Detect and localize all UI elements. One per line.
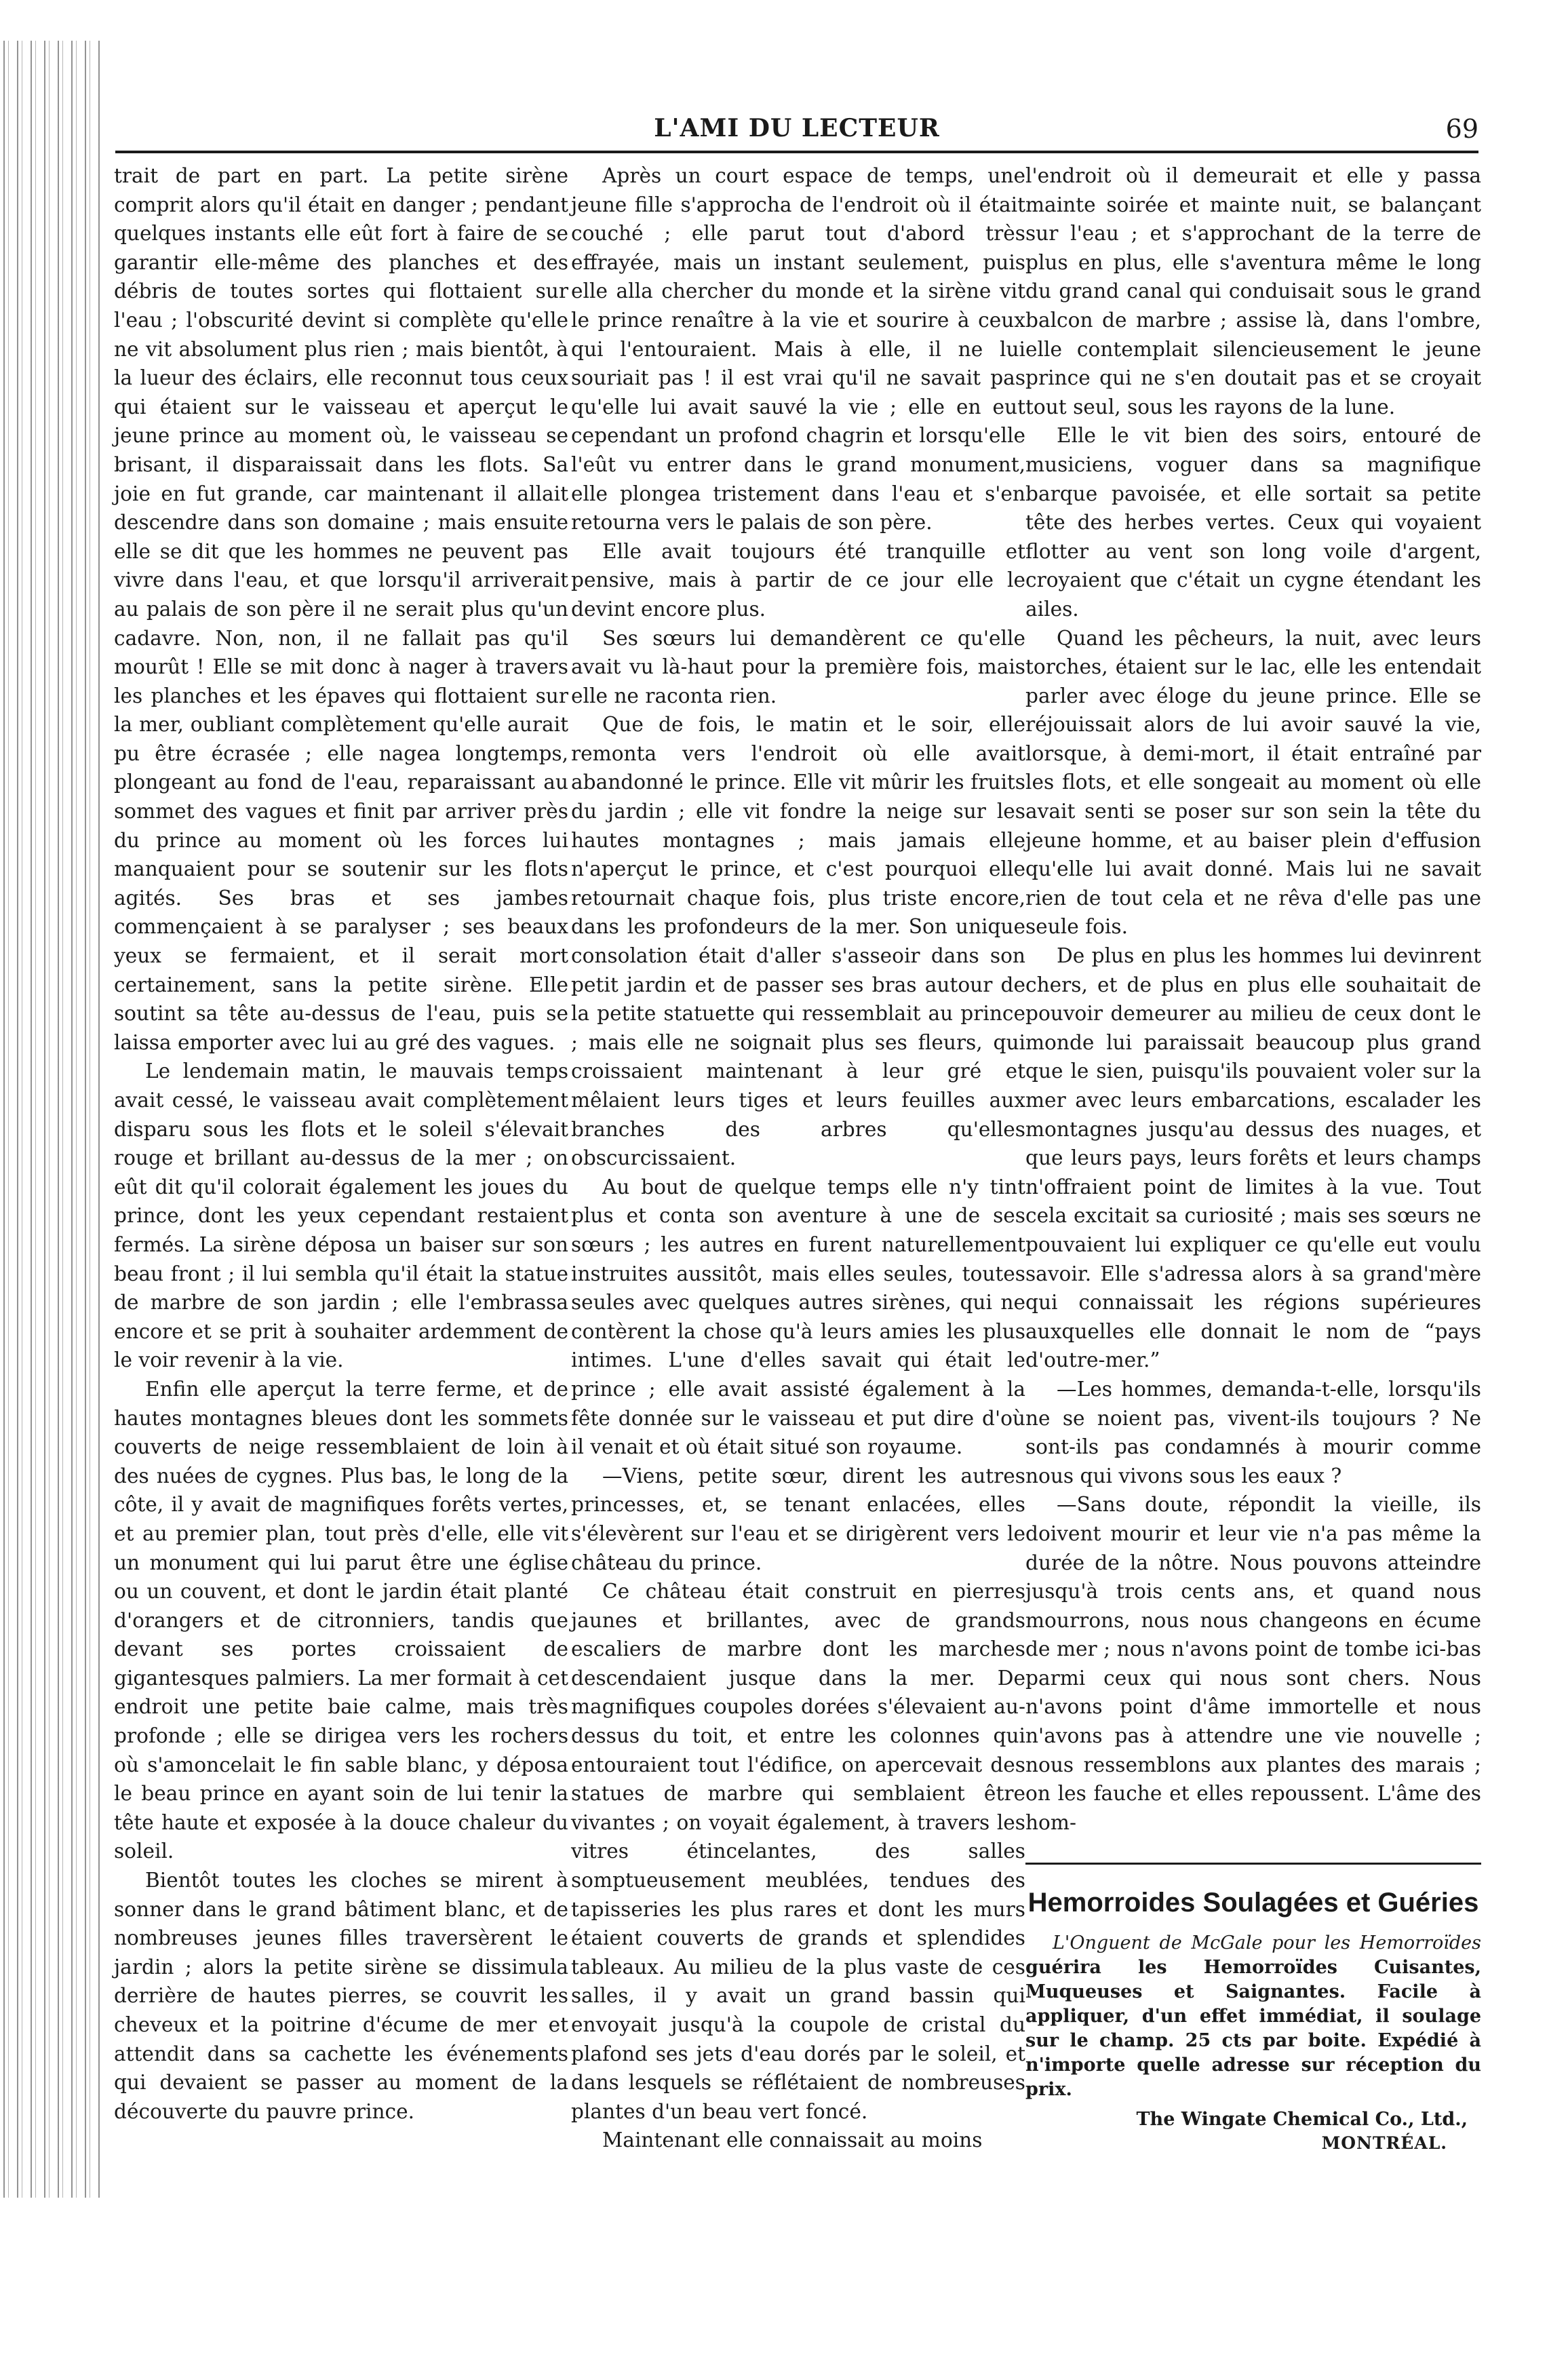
ad-headline: Hemorroides Soulagées et Guéries — [1027, 1888, 1479, 1918]
ad-body — [1025, 1931, 1481, 2102]
paragraph: Au bout de quelque temps elle n'y tint plus et conta son aventure à une de ses sœurs ; les autres en furent naturellement instruites aussitôt, mais elles seules, toutes seules avec quelques autres sirènes, qui ne contèrent la chose qu'à leurs amies les plus intimes. L'une d'elles savait qui était le prince ; elle avait assisté également à la fête donnée sur le vaisseau et put dire d'où il venait et où était situé son royaume. — [571, 1175, 1025, 1459]
ad-brand: L'Onguent de McGale pour les Hemorroïdes — [1053, 1932, 1481, 1954]
advertisement — [1025, 1863, 1481, 2155]
paragraph: Que de fois, le matin et le soir, elle remonta vers l'endroit où elle avait abandonné le prince. Elle vit mûrir les fruits du jardin ; elle vit fondre la neige sur les hautes montagnes ; mais jamais elle n'aperçut le prince, et c'est pourquoi elle retournait chaque fois, plus triste encore, dans les profondeurs de la mer. Son unique consolation était d'aller s'asseoir dans son petit jardin et de passer ses bras autour de la petite statuette qui ressemblait au prince ; mais elle ne soignait plus ses fleurs, qui croissaient maintenant à leur gré et mêlaient leurs tiges et leurs feuilles aux branches des arbres qu'elles obscurcissaient. — [571, 713, 1025, 1170]
binding-edge — [0, 41, 102, 2198]
paragraph: Elle le vit bien des soirs, entouré de musiciens, voguer dans sa magnifique barque pavoisée, et elle sortait sa petite tête des herbes vertes. Ceux qui voyaient flotter au vent son long voile d'argent, croyaient que c'était un cygne étendant les ailes. — [1025, 424, 1481, 621]
column-2 — [571, 161, 1025, 2196]
paragraph: —Viens, petite sœur, dirent les autres princesses, et, se tenant enlacées, elles s'élevèrent sur l'eau et se dirigèrent vers le château du prince. — [571, 1464, 1025, 1574]
ad-company: The Wingate Chemical Co., Ltd., — [1136, 2109, 1468, 2131]
ad-divider — [1025, 1863, 1481, 1865]
paragraph: l'endroit où il demeurait et elle y passa mainte soirée et mainte nuit, se balançant sur l'eau ; et s'approchant de la terre de plus en plus, elle s'aventura même le long du grand canal qui conduisait sous le grand balcon de marbre ; assise là, dans l'ombre, elle contemplait silencieusement le jeune prince qui ne s'en doutait pas et se croyait tout seul, sous les rayons de la lune. — [1025, 164, 1481, 419]
paragraph: —Les hommes, demanda-t-elle, lorsqu'ils ne se noient pas, vivent-ils toujours ? Ne sont-ils pas condamnés à mourir comme nous qui vivons sous les eaux ? — [1025, 1377, 1481, 1487]
paragraph: Après un court espace de temps, une jeune fille s'approcha de l'endroit où il était couché ; elle parut tout d'abord très effrayée, mais un instant seulement, puis elle alla chercher du monde et la sirène vit le prince renaître à la vie et sourire à ceux qui l'entouraient. Mais à elle, il ne lui souriait pas ! il est vrai qu'il ne savait pas qu'elle lui avait sauvé la vie ; elle en eut cependant un profond chagrin et lorsqu'elle l'eût vu entrer dans le grand monument, elle plongea tristement dans l'eau et s'en retourna vers le palais de son père. — [571, 164, 1025, 534]
running-header — [115, 102, 1478, 149]
ad-city: MONTRÉAL. — [1321, 2133, 1447, 2154]
paragraph: —Sans doute, répondit la vieille, ils doivent mourir et leur vie n'a pas même la durée de la nôtre. Nous pouvons atteindre jusqu'à trois cents ans, et quand nous mourrons, nous nous changeons en écume de mer ; nous n'avons point de tombe ici-bas parmi ceux qui nous sont chers. Nous n'avons point d'âme immortelle et nous n'avons pas à attendre une vie nouvelle ; nous ressemblons aux plantes des marais ; on les fauche et elles repoussent. L'âme des hom- — [1025, 1493, 1481, 1834]
paragraph: Le lendemain matin, le mauvais temps avait cessé, le vaisseau avait complètement disparu sous les flots et le soleil s'élevait rouge et brillant au-dessus de la mer ; on eût dit qu'il colorait également les joues du prince, dont les yeux cependant restaient fermés. La sirène déposa un baiser sur son beau front ; il lui sembla qu'il était la statue de marbre de son jardin ; elle l'embrassa encore et se prit à souhaiter ardemment de le voir revenir à la vie. — [114, 1059, 568, 1372]
paragraph: Elle avait toujours été tranquille et pensive, mais à partir de ce jour elle le devint encore plus. — [571, 539, 1025, 621]
paragraph: Ses sœurs lui demandèrent ce qu'elle avait vu là-haut pour la première fois, mais elle ne raconta rien. — [571, 626, 1025, 707]
header-rule — [115, 151, 1478, 153]
paragraph: Maintenant elle connaissait au moins — [602, 2128, 983, 2152]
paragraph: Bientôt toutes les cloches se mirent à sonner dans le grand bâtiment blanc, et de nombreuses jeunes filles traversèrent le jardin ; alors la petite sirène se dissimula derrière de hautes pierres, se couvrit les cheveux et la poitrine d'écume de mer et attendit dans sa cachette les événements qui devaient se passer au moment de la découverte du pauvre prince. — [114, 1869, 568, 2123]
page-title: L'AMI DU LECTEUR — [654, 114, 940, 142]
paragraph: Enfin elle aperçut la terre ferme, et de hautes montagnes bleues dont les sommets couverts de neige ressemblaient de loin à des nuées de cygnes. Plus bas, le long de la côte, il y avait de magnifiques forêts vertes, et au premier plan, tout près d'elle, elle vit un monument qui lui parut être une église ou un couvent, et dont le jardin était planté d'orangers et de citronniers, tandis que devant ses portes croissaient de gigantesques palmiers. La mer formait à cet endroit une petite baie calme, mais très profonde ; elle se dirigea vers les rochers où s'amoncelait le fin sable blanc, y déposa le beau prince en ayant soin de lui tenir la tête haute et exposée à la douce chaleur du soleil. — [114, 1377, 568, 1863]
page-number: 69 — [1445, 114, 1478, 144]
paragraph: De plus en plus les hommes lui devinrent chers, et de plus en plus elle souhaitait de pouvoir demeurer au milieu de ceux dont le monde lui paraissait beaucoup plus grand que le sien, puisqu'ils pouvaient voler sur la mer avec leurs embarcations, escalader les montagnes jusqu'au dessus des nuages, et que leurs pays, leurs forêts et leurs champs n'offraient point de limites à la vue. Tout cela excitait sa curiosité ; mais ses sœurs ne pouvaient lui expliquer ce qu'elle eut voulu savoir. Elle s'adressa alors à sa grand'mère qui connaissait les régions supérieures auxquelles elle donnait le nom de “pays d'outre-mer.” — [1025, 944, 1481, 1372]
paragraph: trait de part en part. La petite sirène comprit alors qu'il était en danger ; pendant quelques instants elle eût fort à faire de se garantir elle-même des planches et des débris de toutes sortes qui flottaient sur l'eau ; l'obscurité devint si complète qu'elle ne vit absolument plus rien ; mais bientôt, à la lueur des éclairs, elle reconnut tous ceux qui étaient sur le vaisseau et aperçut le jeune prince au moment où, le vaisseau se brisant, il disparaissait dans les flots. Sa joie en fut grande, car maintenant il allait descendre dans son domaine ; mais ensuite elle se dit que les hommes ne peuvent pas vivre dans l'eau, et que lorsqu'il arriverait au palais de son père il ne serait plus qu'un cadavre. Non, non, il ne fallait pas qu'il mourût ! Elle se mit donc à nager à travers les planches et les épaves qui flottaient sur la mer, oubliant complètement qu'elle aurait pu être écrasée ; elle nagea longtemps, plongeant au fond de l'eau, reparaissant au sommet des vagues et finit par arriver près du prince au moment où les forces lui manquaient pour se soutenir sur les flots agités. Ses bras et ses jambes commençaient à se paralyser ; ses beaux yeux se fermaient, et il serait mort certainement, sans la petite sirène. Elle soutint sa tête au-dessus de l'eau, puis se laissa emporter avec lui au gré des vagues. — [114, 164, 568, 1054]
column-3 — [1025, 161, 1481, 2196]
column-1 — [114, 161, 568, 2196]
ad-text: guérira les Hemorroïdes Cuisantes, Muqueuses et Saignantes. Facile à appliquer, d'un effet immédiat, il soulage sur le champ. 25 cts par boite. Expédié à n'importe quelle adresse sur réception du prix. — [1025, 1957, 1481, 2101]
paragraph: Quand les pêcheurs, la nuit, avec leurs torches, étaient sur le lac, elle les entendait parler avec éloge du jeune prince. Elle se réjouissait alors de lui avoir sauvé la vie, lorsque, à demi-mort, il était entraîné par les flots, et elle songeait au moment où elle avait senti se poser sur son sein la tête du jeune homme, et au baiser plein d'effusion qu'elle lui avait donné. Mais lui ne savait rien de tout cela et ne rêva d'elle pas une seule fois. — [1025, 626, 1481, 939]
paragraph: Ce château était construit en pierres jaunes et brillantes, avec de grands escaliers de marbre dont les marches descendaient jusque dans la mer. De magnifiques coupoles dorées s'élevaient au-dessus du toit, et entre les colonnes qui entouraient tout l'édifice, on apercevait des statues de marbre qui semblaient être vivantes ; on voyait également, à travers les vitres étincelantes, des salles somptueusement meublées, tendues des tapisseries les plus rares et dont les murs étaient couverts de grands et splendides tableaux. Au milieu de la plus vaste de ces salles, il y avait un grand bassin qui envoyait jusqu'à la coupole de cristal du plafond ses jets d'eau dorés par le soleil, et dans lesquels se réflétaient de nombreuses plantes d'un beau vert foncé. — [571, 1580, 1025, 2123]
